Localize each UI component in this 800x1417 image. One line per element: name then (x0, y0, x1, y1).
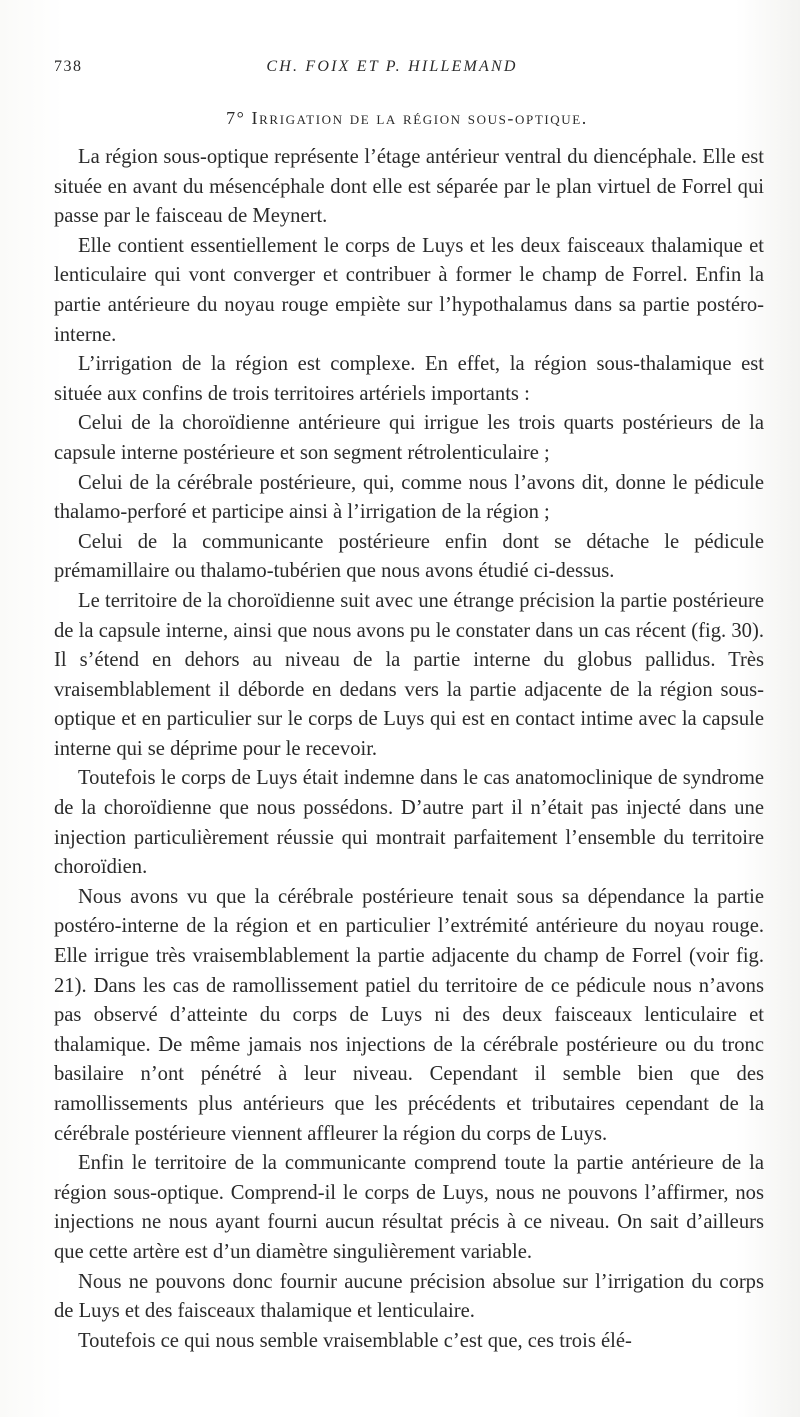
paragraph: Celui de la communicante postérieure enfin dont se détache le pédicule prémamillaire ou thalamo-tubérien que nous avons étudié ci-dessus. (54, 530, 764, 583)
paragraph: Nous avons vu que la cérébrale postérieure tenait sous sa dépendance la partie postéro-interne de la région et en particulier l’extrémité antérieure du noyau rouge. Elle irrigue très vraisemblablement la partie adjacente du champ de Forrel (voir fig. 21). Dans les cas de ramollissement patiel du territoire de ce pédicule nous n’avons pas observé d’atteinte du corps de Luys ni des deux faisceaux lenticulaire et thalamique. De même jamais nos injections de la cérébrale postérieure ou du tronc basilaire n’ont pénétré à leur niveau. Cependant il semble bien que des ramollissements plus antérieurs que les précédents et tributaires cependant de la cérébrale postérieure viennent affleurer la région du corps de Luys. (54, 885, 764, 1145)
running-title: CH. FOIX ET P. HILLEMAND (266, 58, 518, 75)
paragraph: Toutefois le corps de Luys était indemne dans le cas anatomoclinique de syndrome de la choroïdienne que nous possédons. D’autre part il n’était pas injecté dans une injection particulièrement réussie qui montrait parfaitement l’ensemble du territoire choroïdien. (54, 767, 764, 879)
section-heading: 7° Irrigation de la région sous-optique. (226, 108, 588, 128)
paragraph: La région sous-optique représente l’étage antérieur ventral du diencéphale. Elle est située en avant du mésencéphale dont elle est séparée par le plan virtuel de Forrel qui passe par le faisceau de Meynert. (54, 146, 764, 228)
paragraph: Nous ne pouvons donc fournir aucune précision absolue sur l’irrigation du corps de Luys et des faisceaux thalamique et lenticulaire. (54, 1270, 764, 1323)
paragraph: Celui de la cérébrale postérieure, qui, comme nous l’avons dit, donne le pédicule thalamo-perforé et participe ainsi à l’irrigation de la région ; (54, 471, 764, 524)
running-head (54, 58, 760, 82)
body-text (54, 143, 764, 1356)
paragraph: Elle contient essentiellement le corps de Luys et les deux faisceaux thalamique et lenticulaire qui vont converger et contribuer à former le champ de Forrel. Enfin la partie antérieure du noyau rouge empiète sur l’hypothalamus dans sa partie postéro-interne. (54, 234, 764, 346)
paragraph: L’irrigation de la région est complexe. En effet, la région sous-thalamique est située aux confins de trois territoires artériels importants : (54, 353, 764, 405)
paragraph: Toutefois ce qui nous semble vraisemblable c’est que, ces trois élé- (78, 1329, 632, 1352)
paragraph: Enfin le territoire de la communicante comprend toute la partie antérieure de la région sous-optique. Comprend-il le corps de Luys, nous ne pouvons l’affirmer, nos injections ne nous ayant fourni aucun résultat précis à ce niveau. On sait d’ailleurs que cette artère est d’un diamètre singulièrement variable. (54, 1152, 764, 1263)
paragraph: Le territoire de la choroïdienne suit avec une étrange précision la partie postérieure de la capsule interne, ainsi que nous avons pu le constater dans un cas récent (fig. 30). Il s’étend en dehors au niveau de la partie interne du globus pallidus. Très vraisemblablement il déborde en dedans vers la partie adjacente de la région sous-optique et en particulier sur le corps de Luys qui est en contact intime avec la capsule interne qui se déprime pour le recevoir. (54, 589, 764, 760)
page-number: 738 (54, 58, 83, 75)
paragraph: Celui de la choroïdienne antérieure qui irrigue les trois quarts postérieurs de la capsule interne postérieure et son segment rétrolenticulaire ; (54, 412, 764, 464)
